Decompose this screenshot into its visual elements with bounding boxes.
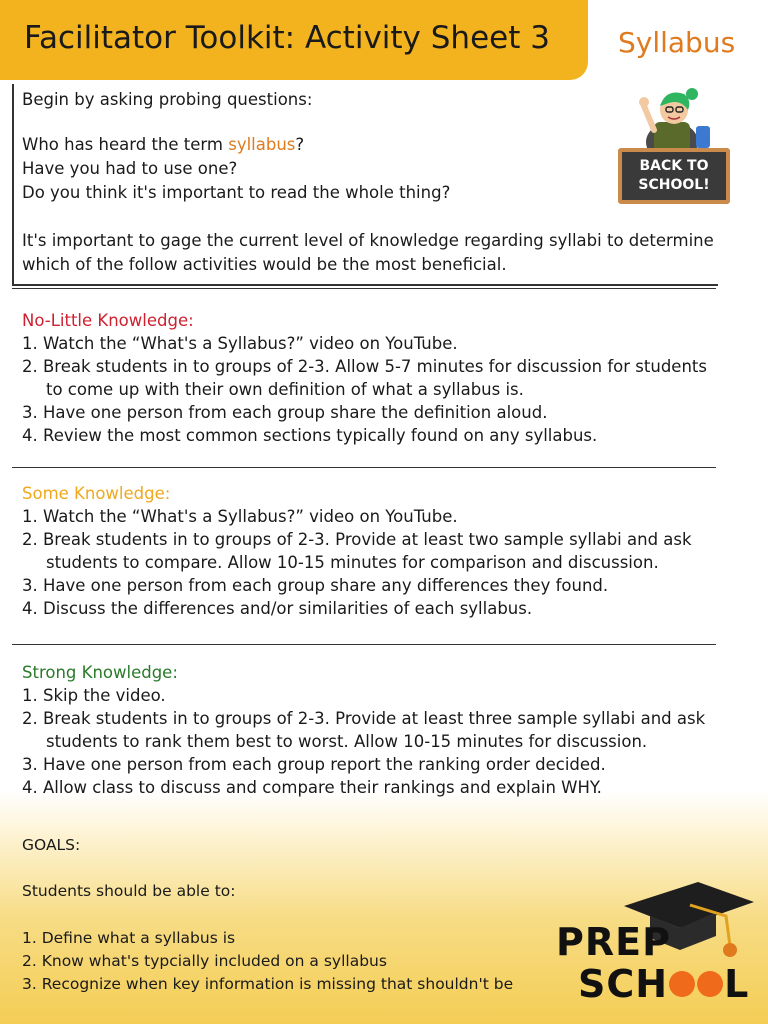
goal-item-2: 2. Know what's typcially included on a syllabus	[22, 952, 387, 970]
intro-question-1	[22, 135, 304, 154]
logo-ball-2-icon	[697, 971, 723, 997]
intro-note-line-2: which of the follow activities would be the most beneficial.	[22, 255, 507, 274]
q1-highlight: syllabus	[228, 135, 296, 154]
strong-item-2: 2. Break students in to groups of 2-3. Provide at least three sample syllabi and ask	[22, 709, 706, 728]
little-item-2-cont: to come up with their own definition of what a syllabus is.	[46, 380, 524, 399]
little-item-2: 2. Break students in to groups of 2-3. Allow 5-7 minutes for discussion for students	[22, 357, 707, 376]
logo-word-school-start: SCH	[578, 962, 669, 1006]
goals-label: GOALS:	[22, 836, 81, 854]
strong-item-4: 4. Allow class to discuss and compare their rankings and explain WHY.	[22, 778, 602, 797]
badge-line-2: SCHOOL!	[638, 177, 710, 193]
topic-label: Syllabus	[618, 26, 736, 59]
logo-ball-1-icon	[669, 971, 695, 997]
some-item-3: 3. Have one person from each group share any differences they found.	[22, 576, 609, 595]
little-item-3: 3. Have one person from each group share the definition aloud.	[22, 403, 548, 422]
logo-word-school	[578, 962, 749, 1006]
page-title: Facilitator Toolkit: Activity Sheet 3	[24, 20, 550, 56]
prep-school-logo	[548, 872, 758, 1012]
some-item-4: 4. Discuss the differences and/or similarities of each syllabus.	[22, 599, 533, 618]
section-heading-strong: Strong Knowledge:	[22, 663, 178, 682]
some-item-2-cont: students to compare. Allow 10-15 minutes for comparison and discussion.	[46, 553, 659, 572]
divider-1	[12, 288, 716, 289]
badge-line-1: BACK TO	[639, 158, 709, 174]
q1-text: Who has heard the term	[22, 135, 229, 154]
goal-item-1: 1. Define what a syllabus is	[22, 929, 236, 947]
divider-2	[12, 467, 716, 468]
goal-item-3: 3. Recognize when key information is missing that shouldn't be	[22, 975, 514, 993]
little-item-4: 4. Review the most common sections typically found on any syllabus.	[22, 426, 598, 445]
strong-item-2-cont: students to rank them best to worst. Allow 10-15 minutes for discussion.	[46, 732, 648, 751]
q1-end: ?	[295, 135, 305, 154]
goals-lead: Students should be able to:	[22, 882, 236, 900]
section-heading-some: Some Knowledge:	[22, 484, 171, 503]
back-to-school-badge	[618, 148, 730, 204]
intro-note-line-1: It's important to gage the current level of knowledge regarding syllabi to determine	[22, 231, 714, 250]
divider-3	[12, 644, 716, 645]
strong-item-1: 1. Skip the video.	[22, 686, 166, 705]
intro-question-3: Do you think it's important to read the whole thing?	[22, 183, 451, 202]
some-item-1: 1. Watch the “What's a Syllabus?” video on YouTube.	[22, 507, 458, 526]
strong-item-3: 3. Have one person from each group report the ranking order decided.	[22, 755, 606, 774]
intro-question-2: Have you had to use one?	[22, 159, 238, 178]
logo-word-school-end: L	[724, 962, 750, 1006]
some-item-2: 2. Break students in to groups of 2-3. Provide at least two sample syllabi and ask	[22, 530, 692, 549]
intro-lead: Begin by asking probing questions:	[22, 90, 313, 109]
section-heading-little: No-Little Knowledge:	[22, 311, 194, 330]
logo-word-prep: PREP	[556, 920, 671, 964]
little-item-1: 1. Watch the “What's a Syllabus?” video on YouTube.	[22, 334, 458, 353]
